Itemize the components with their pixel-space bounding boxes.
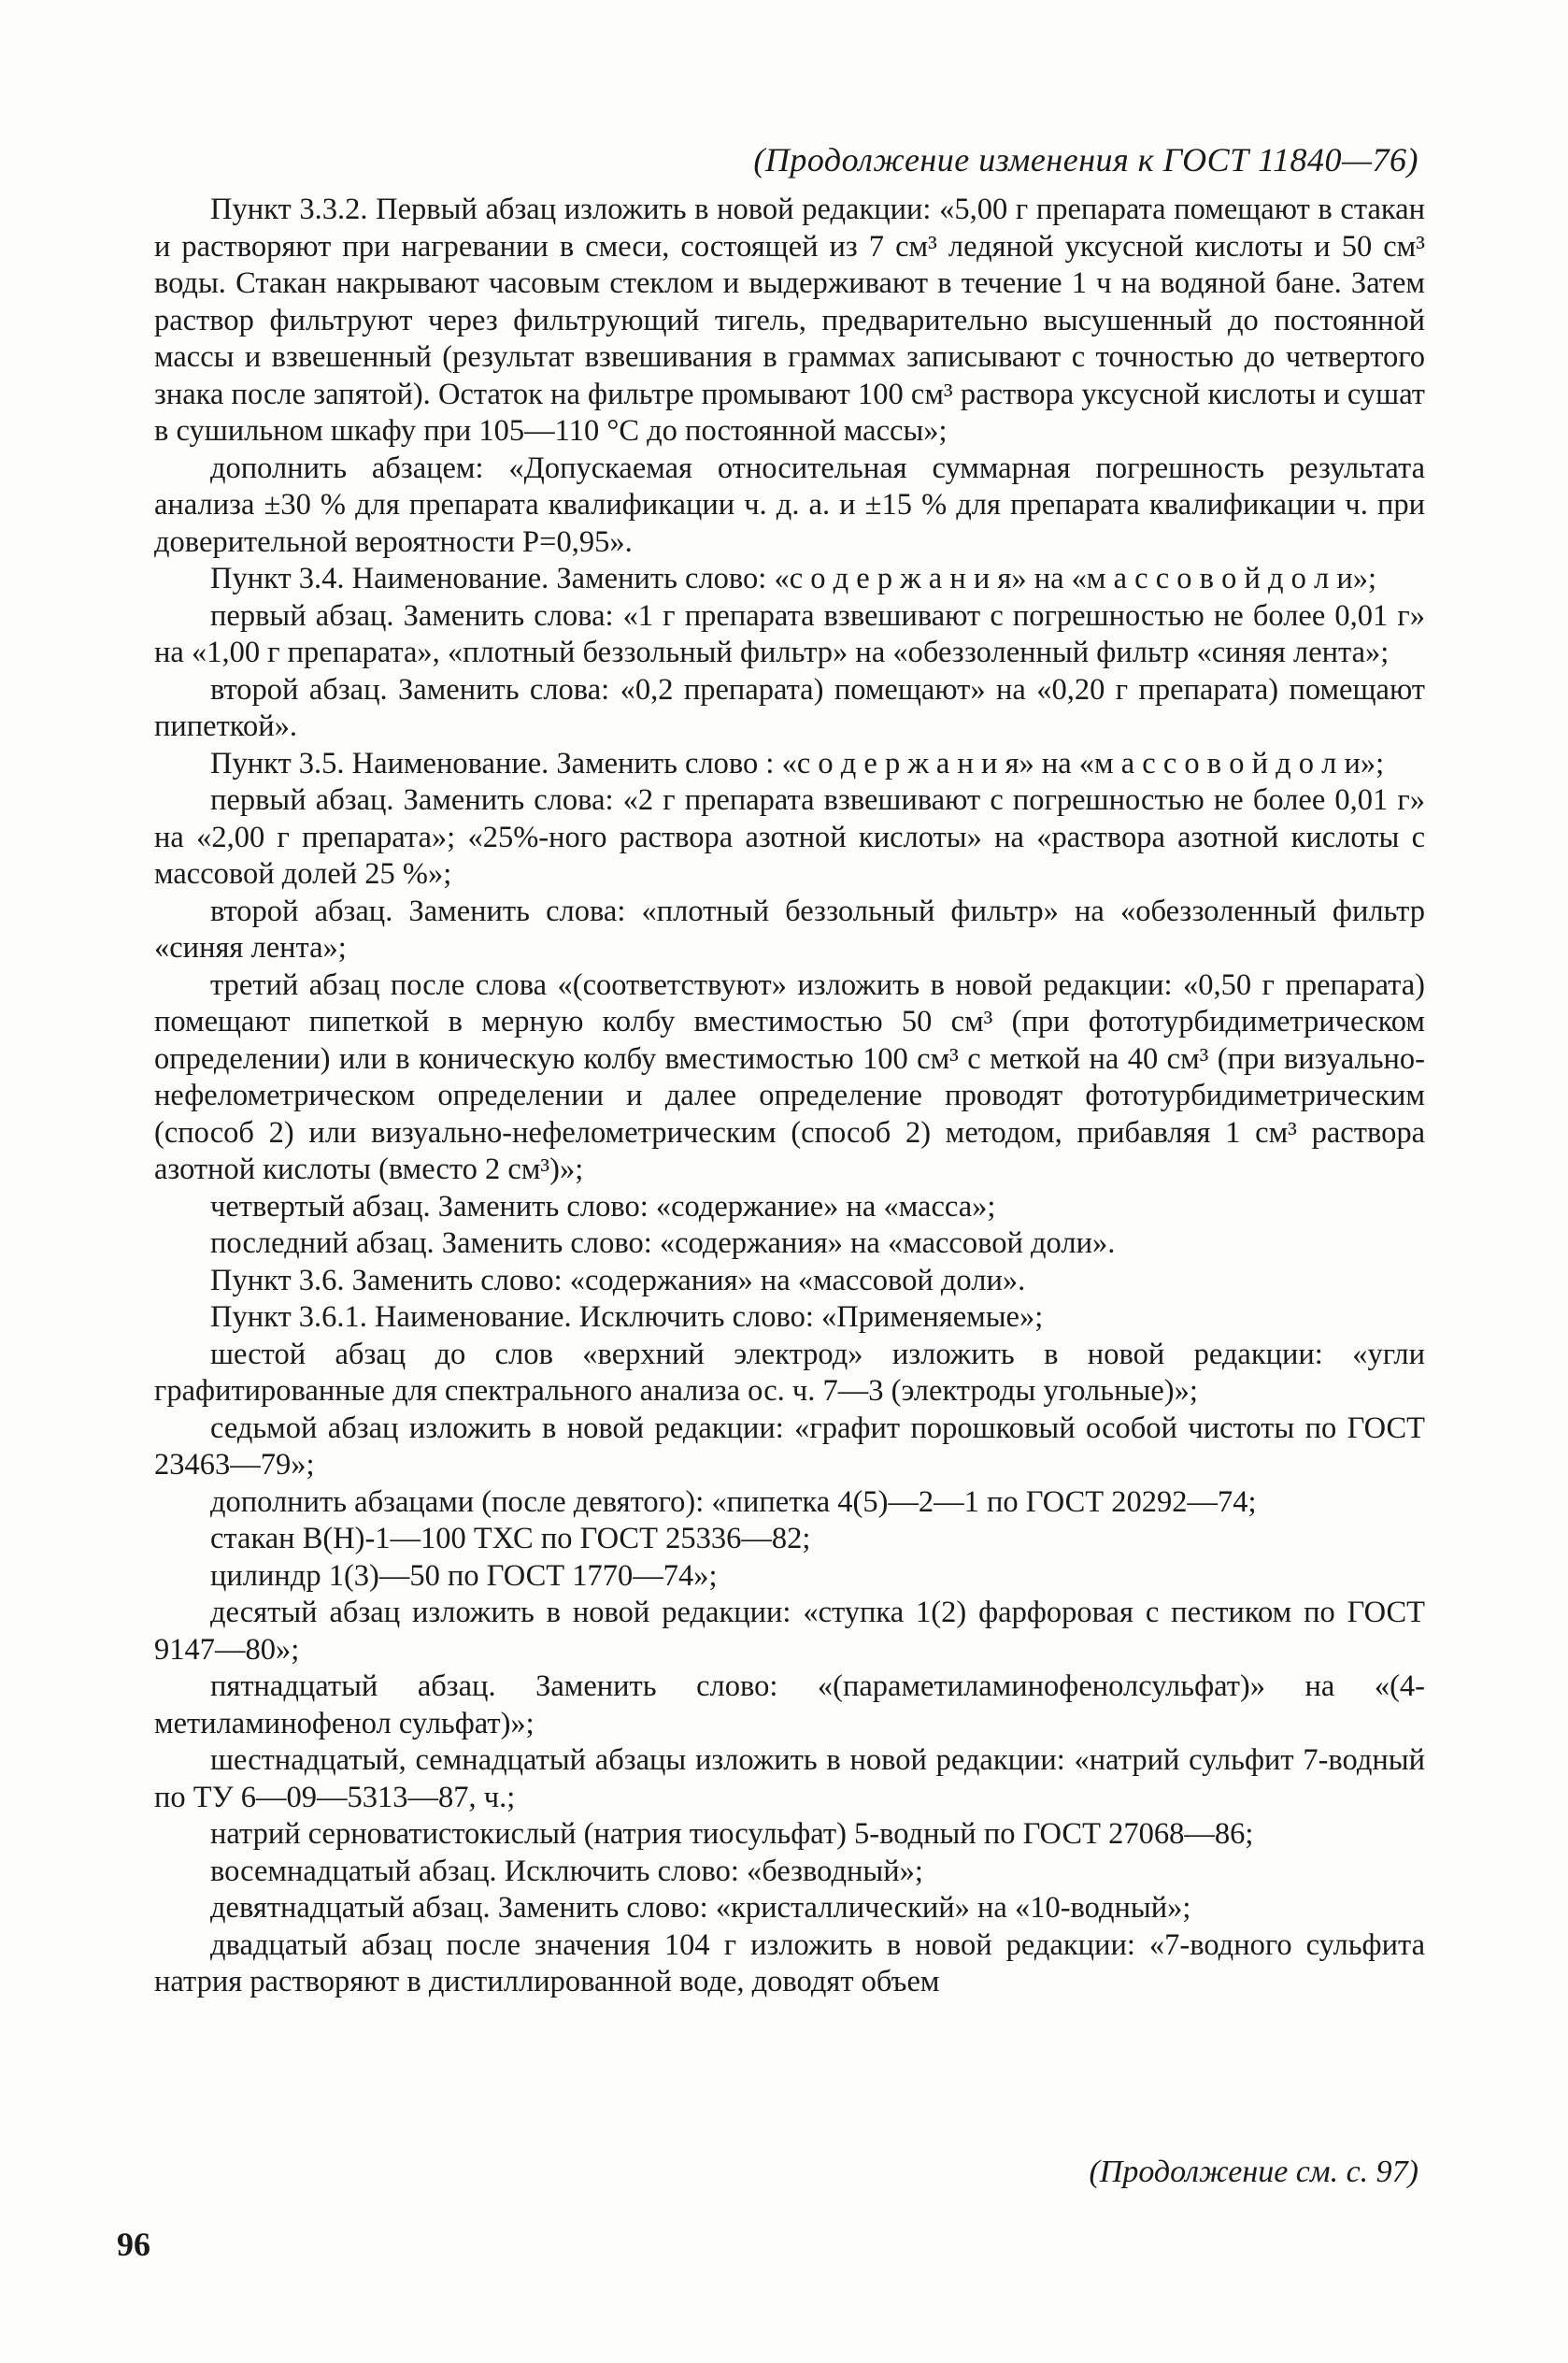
- paragraph: второй абзац. Заменить слова: «0,2 препарата) помещают» на «0,20 г препарата) помещают пипеткой».: [154, 672, 1425, 743]
- paragraph: десятый абзац изложить в новой редакции: «ступка 1(2) фарфоровая с пестиком по ГОСТ 9147—80»;: [154, 1596, 1425, 1667]
- paragraph: седьмой абзац изложить в новой редакции: «графит порошковый особой чистоты по ГОСТ 23463—79»;: [154, 1411, 1425, 1482]
- paragraph: восемнадцатый абзац. Исключить слово: «безводный»;: [210, 1854, 923, 1888]
- paragraph: Пункт 3.5. Наименование. Заменить слово : «с о д е р ж а н и я» на «м а с с о в о й д о л и»;: [210, 746, 1385, 781]
- page-number: 96: [117, 2226, 150, 2263]
- paragraph: Пункт 3.6.1. Наименование. Исключить слово: «Применяемые»;: [210, 1300, 1044, 1334]
- paragraph: девятнадцатый абзац. Заменить слово: «кристаллический» на «10-водный»;: [210, 1891, 1191, 1925]
- paragraph: шестой абзац до слов «верхний электрод» изложить в новой редакции: «угли графитированные для спектрального анализа ос. ч. 7—3 (электроды угольные)»;: [154, 1337, 1425, 1408]
- paragraph: шестнадцатый, семнадцатый абзацы изложить в новой редакции: «натрий сульфит 7-водный по ТУ 6—09—5313—87, ч.;: [154, 1743, 1425, 1814]
- paragraph: Пункт 3.4. Наименование. Заменить слово: «с о д е р ж а н и я» на «м а с с о в о й д о л и»;: [210, 562, 1377, 595]
- paragraph: натрий серноватистокислый (натрия тиосульфат) 5-водный по ГОСТ 27068—86;: [210, 1817, 1254, 1851]
- document-body: [154, 192, 1425, 2001]
- paragraph: Пункт 3.3.2. Первый абзац изложить в новой редакции: «5,00 г препарата помещают в стакан и растворяют при нагревании в смеси, состоящей из 7 см³ ледяной уксусной кислоты и 50 см³ воды. Стакан накрывают часовым стеклом и выдерживают в течение 1 ч на водяной бане. Затем раствор фильтруют через фильтрующий тигель, предварительно высушенный до постоянной массы и взвешенный (результат взвешивания в граммах записывают с точностью до четвертого знака после запятой). Остаток на фильтре промывают 100 см³ раствора уксусной кислоты и сушат в сушильном шкафу при 105—110 °С до постоянной массы»;: [154, 193, 1425, 448]
- paragraph: пятнадцатый абзац. Заменить слово: «(параметиламинофенолсульфат)» на «(4-метиламинофенол сульфат)»;: [154, 1669, 1425, 1740]
- paragraph: второй абзац. Заменить слова: «плотный беззольный фильтр» на «обеззоленный фильтр «синяя лента»;: [154, 894, 1425, 965]
- continuation-footer: (Продолжение см. с. 97): [1089, 2155, 1418, 2189]
- continuation-header: (Продолжение изменения к ГОСТ 11840—76): [753, 141, 1418, 179]
- paragraph: дополнить абзацем: «Допускаемая относительная суммарная погрешность результата анализа ±30 % для препарата квалификации ч. д. а. и ±15 % для препарата квалификации ч. при доверительной вероятности P=0,95».: [154, 451, 1425, 559]
- paragraph: третий абзац после слова «(соответствуют» изложить в новой редакции: «0,50 г препарата) помещают пипеткой в мерную колбу вместимостью 50 см³ (при фототурбидиметрическом определении) или в коническую колбу вместимостью 100 см³ с меткой на 40 см³ (при визуально-нефелометрическом определении и далее определение проводят фототурбидиметрическим (способ 2) или визуально-нефелометрическим (способ 2) методом, прибавляя 1 см³ раствора азотной кислоты (вместо 2 см³)»;: [154, 967, 1425, 1186]
- paragraph: первый абзац. Заменить слова: «2 г препарата взвешивают с погрешностью не более 0,01 г» на «2,00 г препарата»; «25%-ного раствора азотной кислоты» на «раствора азотной кислоты с массовой долей 25 %»;: [154, 783, 1425, 891]
- paragraph: последний абзац. Заменить слово: «содержания» на «массовой доли».: [210, 1226, 1116, 1260]
- paragraph: стакан В(Н)-1—100 ТХС по ГОСТ 25336—82;: [210, 1522, 811, 1555]
- paragraph: Пункт 3.6. Заменить слово: «содержания» на «массовой доли».: [210, 1263, 1026, 1297]
- paragraph: первый абзац. Заменить слова: «1 г препарата взвешивают с погрешностью не более 0,01 г» на «1,00 г препарата», «плотный беззольный фильтр» на «обеззоленный фильтр «синяя лента»;: [154, 598, 1425, 669]
- paragraph: четвертый абзац. Заменить слово: «содержание» на «масса»;: [210, 1189, 996, 1224]
- paragraph: цилиндр 1(3)—50 по ГОСТ 1770—74»;: [210, 1558, 718, 1593]
- paragraph: дополнить абзацами (после девятого): «пипетка 4(5)—2—1 по ГОСТ 20292—74;: [210, 1484, 1257, 1519]
- paragraph: двадцатый абзац после значения 104 г изложить в новой редакции: «7-водного сульфита натрия растворяют в дистиллированной воде, доводят объем: [154, 1927, 1425, 1998]
